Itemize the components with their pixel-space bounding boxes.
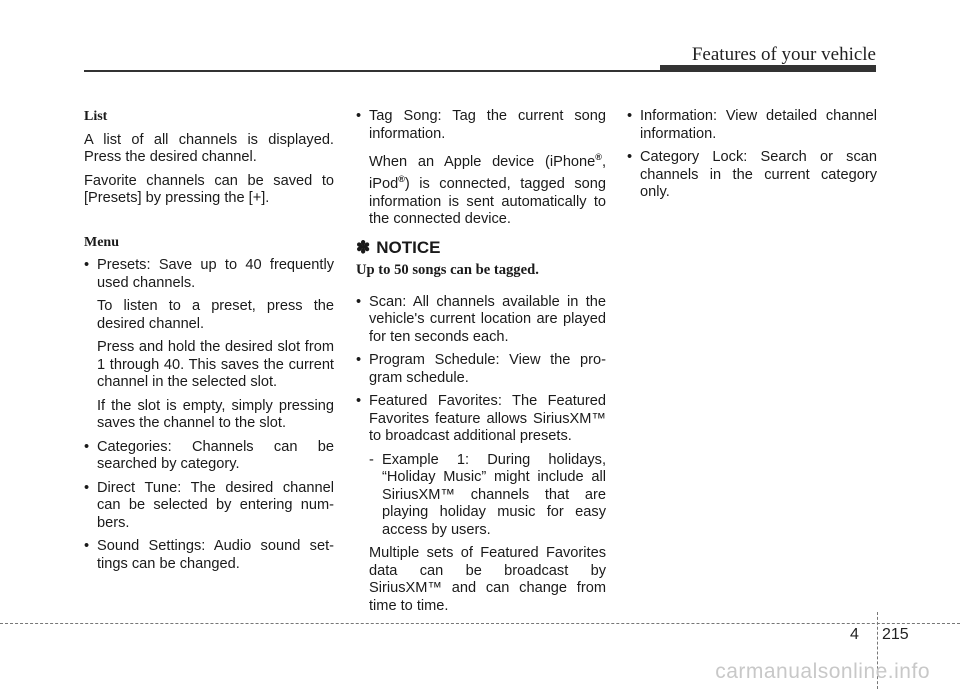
presets-detail-1: To listen to a preset, press the desired channel.: [97, 298, 334, 332]
bullet-tag-song: • Tag Song: Tag the current song information.: [356, 108, 606, 143]
column-3: [627, 108, 877, 208]
list-heading: List: [84, 109, 108, 124]
notice-title-text: NOTICE: [376, 237, 441, 257]
tag-detail-part-c: ) is connected, tagged song information is sent automatically to the connected device.: [369, 176, 606, 228]
list-paragraph-2: Favorite channels can be saved to [Presets] by pressing the [+].: [84, 172, 334, 206]
featured-multiple-sets: Multiple sets of Featured Favorites data can be broadcast by SiriusXM™ and can change from time to time.: [369, 545, 606, 614]
watermark: carmanualsonline.info: [715, 660, 930, 683]
footer-rule: [0, 623, 960, 624]
bullet-featured-favorites: • Featured Favorites: The Featured Favorites feature allows SiriusXM™ to broadcast additional presets.: [356, 393, 606, 446]
bullet-categories: • Categories: Channels can be searched by category.: [84, 439, 334, 474]
notice-star-icon: ✽: [356, 237, 371, 257]
bullet-sound-settings: • Sound Settings: Audio sound set-tings can be changed.: [84, 538, 334, 573]
presets-detail-2: Press and hold the desired slot from 1 through 40. This saves the current channel in the selected slot.: [97, 339, 334, 390]
tag-detail-part-a: When an Apple device (iPhone: [369, 153, 596, 170]
page-header-title: Features of your vehicle: [691, 44, 876, 65]
bullet-direct-tune: • Direct Tune: The desired channel can be selected by entering num-bers.: [84, 480, 334, 533]
bullet-program-schedule: • Program Schedule: View the pro-gram schedule.: [356, 352, 606, 387]
presets-detail-3: If the slot is empty, simply pressing saves the channel to the slot.: [97, 397, 334, 431]
column-1: [84, 108, 334, 579]
menu-heading: Menu: [84, 234, 119, 250]
tag-detail-part-b: , iPod: [369, 153, 606, 193]
column-2: [356, 108, 606, 621]
bullet-scan: • Scan: All channels available in the vehicle's current location are played for ten seconds each.: [356, 294, 606, 347]
bullet-category-lock: • Category Lock: Search or scan channels in the current category only.: [627, 149, 877, 202]
featured-example: - Example 1: During holidays, “Holiday Music” might include all SiriusXM™ channels that are playing holiday music for easy access by users.: [356, 452, 606, 540]
notice-text: Up to 50 songs can be tagged.: [356, 262, 539, 279]
registered-mark: ®: [595, 152, 602, 162]
list-paragraph-1: A list of all channels is displayed. Press the desired channel.: [84, 131, 334, 165]
bullet-presets: • Presets: Save up to 40 frequently used channels.: [84, 257, 334, 292]
page-number: 215: [882, 626, 909, 643]
header-rule-thick: [660, 65, 876, 72]
registered-mark: ®: [398, 174, 405, 185]
bullet-information: • Information: View detailed channel information.: [627, 108, 877, 143]
chapter-number: 4: [850, 626, 859, 643]
tag-song-detail: [356, 149, 606, 229]
notice-title: [356, 239, 606, 257]
